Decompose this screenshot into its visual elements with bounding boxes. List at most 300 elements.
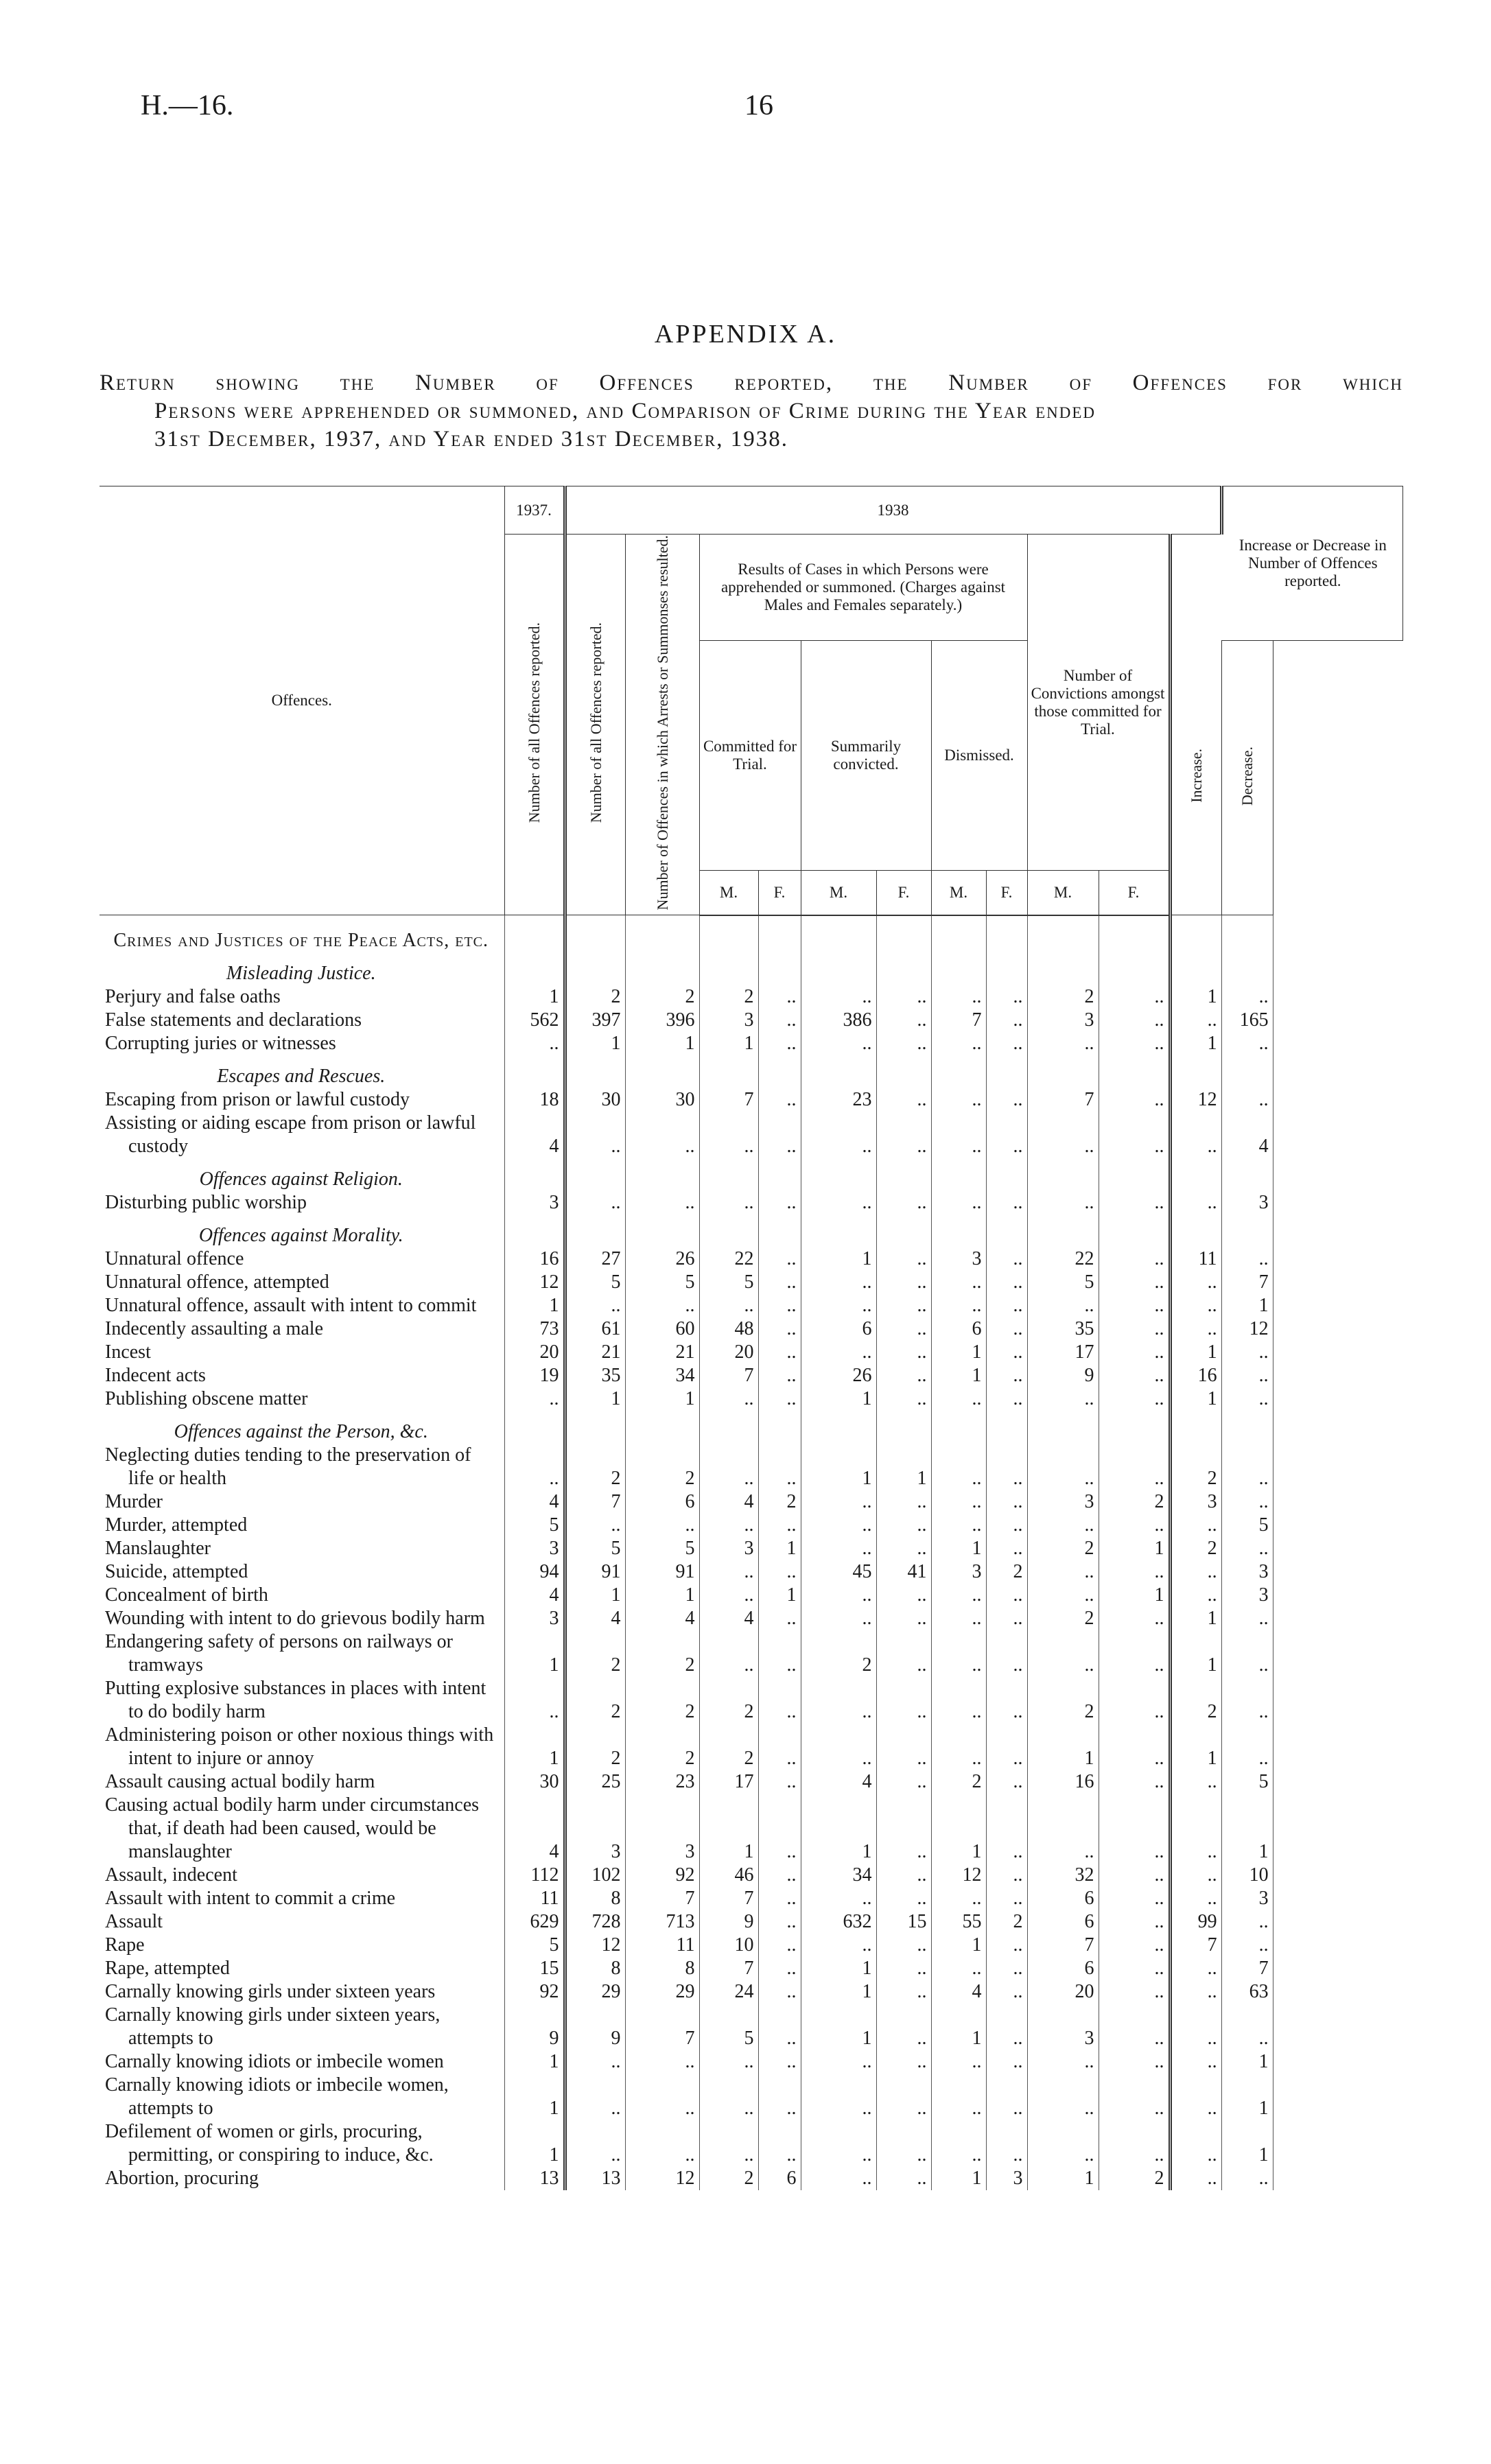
offence-value: .. — [876, 2050, 931, 2074]
offence-value: 1 — [931, 1934, 986, 1957]
offence-value — [931, 1158, 986, 1191]
header-year-1937: 1937. — [504, 486, 565, 535]
offence-value: 92 — [504, 1980, 565, 2004]
offence-value: 91 — [625, 1560, 699, 1584]
offence-value: .. — [1170, 1514, 1221, 1537]
offence-value — [1099, 1411, 1170, 1444]
offence-value: .. — [931, 1191, 986, 1215]
table-row — [99, 1387, 1403, 1411]
offence-value: .. — [986, 2120, 1027, 2167]
offence-value: .. — [1170, 1864, 1221, 1887]
offence-value: .. — [1170, 1794, 1221, 1864]
offence-value: .. — [625, 1191, 699, 1215]
offence-value: .. — [1170, 2167, 1221, 2190]
offence-name: Murder — [99, 1490, 504, 1514]
offence-value — [504, 1158, 565, 1191]
offence-value: .. — [565, 1191, 625, 1215]
offence-value: .. — [1099, 1887, 1170, 1910]
offence-value: 1 — [801, 1444, 876, 1490]
offence-value: .. — [931, 1032, 986, 1055]
offence-value: 16 — [504, 1247, 565, 1271]
offence-value: .. — [1099, 1088, 1170, 1112]
offence-value — [699, 1055, 758, 1088]
offence-name: Suicide, attempted — [99, 1560, 504, 1584]
offence-value: 12 — [625, 2167, 699, 2190]
offence-value — [876, 915, 931, 953]
offence-value: .. — [986, 2004, 1027, 2050]
offence-value: .. — [876, 1794, 931, 1864]
table-heading-row — [99, 1411, 1403, 1444]
offence-value: 102 — [565, 1864, 625, 1887]
offence-value: .. — [1099, 1271, 1170, 1294]
offence-value: 1 — [801, 1387, 876, 1411]
offence-value: 3 — [565, 1794, 625, 1864]
offence-value: 8 — [565, 1887, 625, 1910]
offence-value — [1221, 1215, 1273, 1247]
offence-value: 21 — [565, 1341, 625, 1364]
table-row — [99, 1794, 1403, 1864]
offence-value: .. — [1027, 1032, 1099, 1055]
offence-value — [986, 915, 1027, 953]
offence-value: 2 — [565, 1444, 625, 1490]
offence-value: .. — [876, 1294, 931, 1317]
offence-value: 1 — [1170, 1724, 1221, 1770]
table-row — [99, 1247, 1403, 1271]
table-row — [99, 1560, 1403, 1584]
offence-value: .. — [1027, 1794, 1099, 1864]
offence-value: .. — [931, 1490, 986, 1514]
offence-value: .. — [758, 1560, 801, 1584]
offence-value: 2 — [1027, 1537, 1099, 1560]
offence-name: Carnally knowing girls under sixteen years, attempts to — [99, 2004, 504, 2050]
offence-value: .. — [1099, 1364, 1170, 1387]
offence-name: Assault causing actual bodily harm — [99, 1770, 504, 1794]
offence-value: 94 — [504, 1560, 565, 1584]
offence-value — [504, 952, 565, 985]
offence-value: .. — [758, 1009, 801, 1032]
offence-value: .. — [876, 985, 931, 1009]
offence-value: .. — [931, 1387, 986, 1411]
offence-value: .. — [758, 1444, 801, 1490]
offence-name: Causing actual bodily harm under circumstances that, if death had been caused, would be manslaughter — [99, 1794, 504, 1864]
offence-value: .. — [986, 1980, 1027, 2004]
offence-value: .. — [699, 1514, 758, 1537]
offence-value: .. — [931, 1607, 986, 1630]
header-decrease: Decrease. — [1221, 641, 1273, 915]
table-row — [99, 1317, 1403, 1341]
offence-value: 1 — [1170, 1341, 1221, 1364]
offence-value: .. — [986, 1032, 1027, 1055]
header-convictions: Number of Convictions amongst those committed for Trial. — [1027, 535, 1170, 871]
offence-value: .. — [931, 1887, 986, 1910]
offence-value: .. — [986, 1724, 1027, 1770]
table-row — [99, 1957, 1403, 1980]
table-row — [99, 1490, 1403, 1514]
offence-value: .. — [1099, 2050, 1170, 2074]
offence-value: .. — [1099, 1294, 1170, 1317]
table-row — [99, 1271, 1403, 1294]
offence-name: Carnally knowing girls under sixteen years — [99, 1980, 504, 2004]
offence-value: 11 — [1170, 1247, 1221, 1271]
offence-value: .. — [1170, 1560, 1221, 1584]
offence-value: .. — [758, 1032, 801, 1055]
offence-value: 1 — [699, 1032, 758, 1055]
offence-value: .. — [876, 1724, 931, 1770]
offence-value: 7 — [699, 1088, 758, 1112]
offence-value: .. — [1099, 1387, 1170, 1411]
offence-value: 4 — [1221, 1112, 1273, 1158]
offence-value: 3 — [504, 1607, 565, 1630]
offence-value: 1 — [504, 1724, 565, 1770]
offence-name: Concealment of birth — [99, 1584, 504, 1607]
offence-value: .. — [876, 1934, 931, 1957]
table-row — [99, 1364, 1403, 1387]
offence-value — [504, 915, 565, 953]
offence-value: .. — [876, 2120, 931, 2167]
offence-value — [1170, 915, 1221, 953]
offence-value: .. — [1221, 1341, 1273, 1364]
offence-value: 1 — [931, 2004, 986, 2050]
offence-value: .. — [801, 1341, 876, 1364]
offence-value: .. — [758, 1887, 801, 1910]
offence-value: .. — [986, 1387, 1027, 1411]
offence-value: 6 — [801, 1317, 876, 1341]
table-heading-row — [99, 1055, 1403, 1088]
offence-value: 3 — [699, 1009, 758, 1032]
offence-value: .. — [931, 1514, 986, 1537]
header-increase-decrease: Increase or Decrease in Number of Offences reported. — [1221, 486, 1402, 641]
offence-value: 7 — [1221, 1957, 1273, 1980]
offence-value: .. — [1099, 1677, 1170, 1724]
offence-value: .. — [931, 1724, 986, 1770]
offence-name: False statements and declarations — [99, 1009, 504, 1032]
offence-value: .. — [1170, 1294, 1221, 1317]
offence-value: 1 — [758, 1584, 801, 1607]
header-summarily-female: F. — [876, 871, 931, 915]
offence-value: .. — [876, 1341, 931, 1364]
offence-value — [625, 915, 699, 953]
offence-value: .. — [758, 2050, 801, 2074]
offence-value: .. — [1099, 1864, 1170, 1887]
offence-value: 1 — [801, 1247, 876, 1271]
offence-value: .. — [758, 1864, 801, 1887]
offence-value: .. — [1221, 2004, 1273, 2050]
offence-value: .. — [1170, 2050, 1221, 2074]
page-number: 16 — [744, 90, 773, 121]
offence-value: .. — [1099, 2074, 1170, 2120]
offence-value: 1 — [931, 2167, 986, 2190]
offence-value: .. — [758, 985, 801, 1009]
offence-value — [986, 1215, 1027, 1247]
offence-value: 13 — [504, 2167, 565, 2190]
offence-value: 12 — [1221, 1317, 1273, 1341]
offence-value: .. — [876, 1584, 931, 1607]
offence-value: 2 — [625, 1724, 699, 1770]
offence-value: .. — [1221, 1677, 1273, 1724]
offence-value: .. — [801, 1934, 876, 1957]
return-title-line-3: 31st December, 1937, and Year ended 31st December, 1938. — [154, 427, 788, 451]
offence-value: .. — [699, 1387, 758, 1411]
offence-value: .. — [504, 1032, 565, 1055]
offence-value: 2 — [565, 1630, 625, 1677]
offence-value: .. — [504, 1387, 565, 1411]
offence-value: 2 — [1027, 1677, 1099, 1724]
offence-value: 63 — [1221, 1980, 1273, 2004]
offence-value: .. — [1221, 1910, 1273, 1934]
offence-value: 1 — [931, 1341, 986, 1364]
offence-value: .. — [1099, 1957, 1170, 1980]
offence-value — [1170, 952, 1221, 985]
table-row — [99, 1088, 1403, 1112]
offence-value: .. — [1099, 1724, 1170, 1770]
offence-value: .. — [699, 1630, 758, 1677]
offence-value: .. — [931, 2050, 986, 2074]
offence-value: .. — [986, 1537, 1027, 1560]
offence-value: 3 — [931, 1247, 986, 1271]
offence-value: .. — [931, 1088, 986, 1112]
offence-value: 10 — [1221, 1864, 1273, 1887]
offence-value: 1 — [1027, 2167, 1099, 2190]
offence-value — [565, 1215, 625, 1247]
offence-value — [758, 1411, 801, 1444]
offence-value — [699, 915, 758, 953]
offence-value: .. — [986, 1191, 1027, 1215]
offence-value: 5 — [625, 1271, 699, 1294]
offence-value: 7 — [1170, 1934, 1221, 1957]
offence-value: .. — [758, 1191, 801, 1215]
offence-value: 2 — [758, 1490, 801, 1514]
offence-value: 6 — [625, 1490, 699, 1514]
offence-value — [1099, 915, 1170, 953]
offence-value — [1221, 1411, 1273, 1444]
offence-value: .. — [876, 1980, 931, 2004]
offence-value: .. — [986, 1271, 1027, 1294]
offence-value: .. — [1027, 1584, 1099, 1607]
offence-value: .. — [1170, 1317, 1221, 1341]
offence-value: .. — [758, 1607, 801, 1630]
offence-value: .. — [801, 1490, 876, 1514]
offence-value: .. — [1170, 1770, 1221, 1794]
offence-value: 3 — [1221, 1887, 1273, 1910]
offence-value: 713 — [625, 1910, 699, 1934]
offence-value: .. — [931, 1677, 986, 1724]
offence-value: .. — [1221, 1537, 1273, 1560]
offence-value: .. — [986, 985, 1027, 1009]
offence-value — [625, 1055, 699, 1088]
offence-value: .. — [1221, 1724, 1273, 1770]
offence-value: .. — [801, 1514, 876, 1537]
offence-name: Abortion, procuring — [99, 2167, 504, 2190]
offence-value: 2 — [986, 1560, 1027, 1584]
table-row — [99, 2167, 1403, 2190]
offence-value: .. — [1099, 1794, 1170, 1864]
offence-value: 5 — [565, 1537, 625, 1560]
table-row — [99, 1584, 1403, 1607]
offence-value: .. — [1099, 2004, 1170, 2050]
offences-return-table — [99, 486, 1403, 2190]
header-increase: Increase. — [1170, 641, 1221, 915]
offence-value: .. — [699, 1191, 758, 1215]
offence-value — [758, 952, 801, 985]
offence-value: .. — [1099, 1934, 1170, 1957]
offence-value: 7 — [699, 1364, 758, 1387]
offence-value: .. — [758, 1112, 801, 1158]
offence-value: 1 — [1170, 1630, 1221, 1677]
offence-value — [565, 915, 625, 953]
offence-value: .. — [986, 1009, 1027, 1032]
category-heading: Crimes and Justices of the Peace Acts, etc. — [99, 915, 504, 953]
offence-value: .. — [625, 1294, 699, 1317]
offence-value: .. — [758, 1934, 801, 1957]
offence-value: 112 — [504, 1864, 565, 1887]
offence-value: 1 — [1221, 1794, 1273, 1864]
offence-value: 1 — [504, 1294, 565, 1317]
offence-value: .. — [1221, 985, 1273, 1009]
offence-value: 34 — [625, 1364, 699, 1387]
offence-value: .. — [1221, 2167, 1273, 2190]
offence-value: 3 — [1027, 1009, 1099, 1032]
offence-value — [1099, 952, 1170, 985]
offence-value: .. — [1099, 1607, 1170, 1630]
table-row — [99, 1980, 1403, 2004]
appendix-title: APPENDIX A. — [654, 320, 837, 349]
offence-value: .. — [986, 1294, 1027, 1317]
offence-value: 1 — [931, 1794, 986, 1864]
offence-value — [931, 952, 986, 985]
offence-value — [1027, 915, 1099, 953]
offence-name: Carnally knowing idiots or imbecile women, attempts to — [99, 2074, 504, 2120]
offence-name: Escaping from prison or lawful custody — [99, 1088, 504, 1112]
report-code: H.—16. — [141, 90, 234, 121]
offence-value: 1 — [801, 1980, 876, 2004]
offence-value: 73 — [504, 1317, 565, 1341]
offence-value: .. — [876, 1770, 931, 1794]
offence-value — [1170, 1158, 1221, 1191]
offence-value: .. — [1027, 1560, 1099, 1584]
offence-value: 6 — [931, 1317, 986, 1341]
offence-value: .. — [801, 1294, 876, 1317]
subcategory-heading: Offences against Religion. — [99, 1158, 504, 1191]
offence-value: .. — [1099, 1191, 1170, 1215]
offence-value — [986, 952, 1027, 985]
offence-value: .. — [565, 1294, 625, 1317]
offence-value: 7 — [565, 1490, 625, 1514]
table-row — [99, 1864, 1403, 1887]
offence-value: .. — [1170, 1009, 1221, 1032]
offence-value: .. — [931, 1444, 986, 1490]
offence-value: .. — [758, 1957, 801, 1980]
offence-value: .. — [986, 1088, 1027, 1112]
offence-value: 2 — [1099, 1490, 1170, 1514]
offence-value: 5 — [1221, 1514, 1273, 1537]
offence-value: 1 — [1099, 1584, 1170, 1607]
offence-value: .. — [801, 1607, 876, 1630]
offence-value: 3 — [504, 1537, 565, 1560]
offence-value: 1 — [625, 1387, 699, 1411]
table-row — [99, 1191, 1403, 1215]
offence-value: 2 — [1099, 2167, 1170, 2190]
offence-value — [801, 915, 876, 953]
offence-value — [565, 1158, 625, 1191]
offence-value: .. — [625, 2074, 699, 2120]
offence-value: 30 — [625, 1088, 699, 1112]
header-convictions-female: F. — [1099, 871, 1170, 915]
offence-value — [758, 1215, 801, 1247]
offence-value: 7 — [699, 1957, 758, 1980]
offence-name: Disturbing public worship — [99, 1191, 504, 1215]
offence-name: Unnatural offence, attempted — [99, 1271, 504, 1294]
offence-value: 1 — [699, 1794, 758, 1864]
offence-value: 4 — [699, 1607, 758, 1630]
offence-value: 9 — [1027, 1364, 1099, 1387]
offence-value — [565, 1411, 625, 1444]
offence-value: 2 — [986, 1910, 1027, 1934]
offence-value: .. — [986, 2074, 1027, 2120]
offence-value: 728 — [565, 1910, 625, 1934]
offence-value: .. — [699, 2050, 758, 2074]
offence-value: .. — [876, 1112, 931, 1158]
table-heading-row — [99, 915, 1403, 953]
offence-value: 7 — [1027, 1934, 1099, 1957]
offence-value: 24 — [699, 1980, 758, 2004]
offence-value: 2 — [699, 1677, 758, 1724]
offence-value: .. — [1221, 1607, 1273, 1630]
offence-value: .. — [876, 1009, 931, 1032]
offence-value: 4 — [931, 1980, 986, 2004]
offence-value: .. — [1027, 1191, 1099, 1215]
header-committed-for-trial: Committed for Trial. — [699, 641, 801, 871]
offence-value — [801, 952, 876, 985]
offence-value: 22 — [699, 1247, 758, 1271]
offence-value: .. — [758, 1088, 801, 1112]
offence-value: .. — [876, 1032, 931, 1055]
table-row — [99, 2074, 1403, 2120]
header-all-offences-1937: Number of all Offences reported. — [504, 535, 565, 915]
offence-value: 4 — [504, 1112, 565, 1158]
offence-value: 61 — [565, 1317, 625, 1341]
offence-value: .. — [801, 1584, 876, 1607]
offence-value: 1 — [1099, 1537, 1170, 1560]
offence-value — [504, 1055, 565, 1088]
offence-value: 2 — [1027, 985, 1099, 1009]
offence-value: .. — [758, 1341, 801, 1364]
offence-value: 17 — [1027, 1341, 1099, 1364]
offence-value — [876, 1411, 931, 1444]
offence-value — [876, 1055, 931, 1088]
offence-value: 4 — [625, 1607, 699, 1630]
offence-name: Indecently assaulting a male — [99, 1317, 504, 1341]
offence-name: Manslaughter — [99, 1537, 504, 1560]
offence-value: .. — [986, 1887, 1027, 1910]
offence-value — [876, 952, 931, 985]
header-offences: Offences. — [99, 486, 504, 915]
subcategory-heading: Offences against Morality. — [99, 1215, 504, 1247]
offence-name: Endangering safety of persons on railways or tramways — [99, 1630, 504, 1677]
offence-value: .. — [1170, 1957, 1221, 1980]
offence-value — [931, 915, 986, 953]
offence-value — [758, 1158, 801, 1191]
offence-value: 8 — [565, 1957, 625, 1980]
offence-value: .. — [876, 1607, 931, 1630]
offence-value: 92 — [625, 1864, 699, 1887]
offence-value: .. — [1221, 1387, 1273, 1411]
offence-value: 2 — [625, 1444, 699, 1490]
offence-value: 5 — [504, 1934, 565, 1957]
offence-value: .. — [1221, 1032, 1273, 1055]
offence-value: .. — [565, 2050, 625, 2074]
offence-value: .. — [1027, 1387, 1099, 1411]
header-convictions-male: M. — [1027, 871, 1099, 915]
